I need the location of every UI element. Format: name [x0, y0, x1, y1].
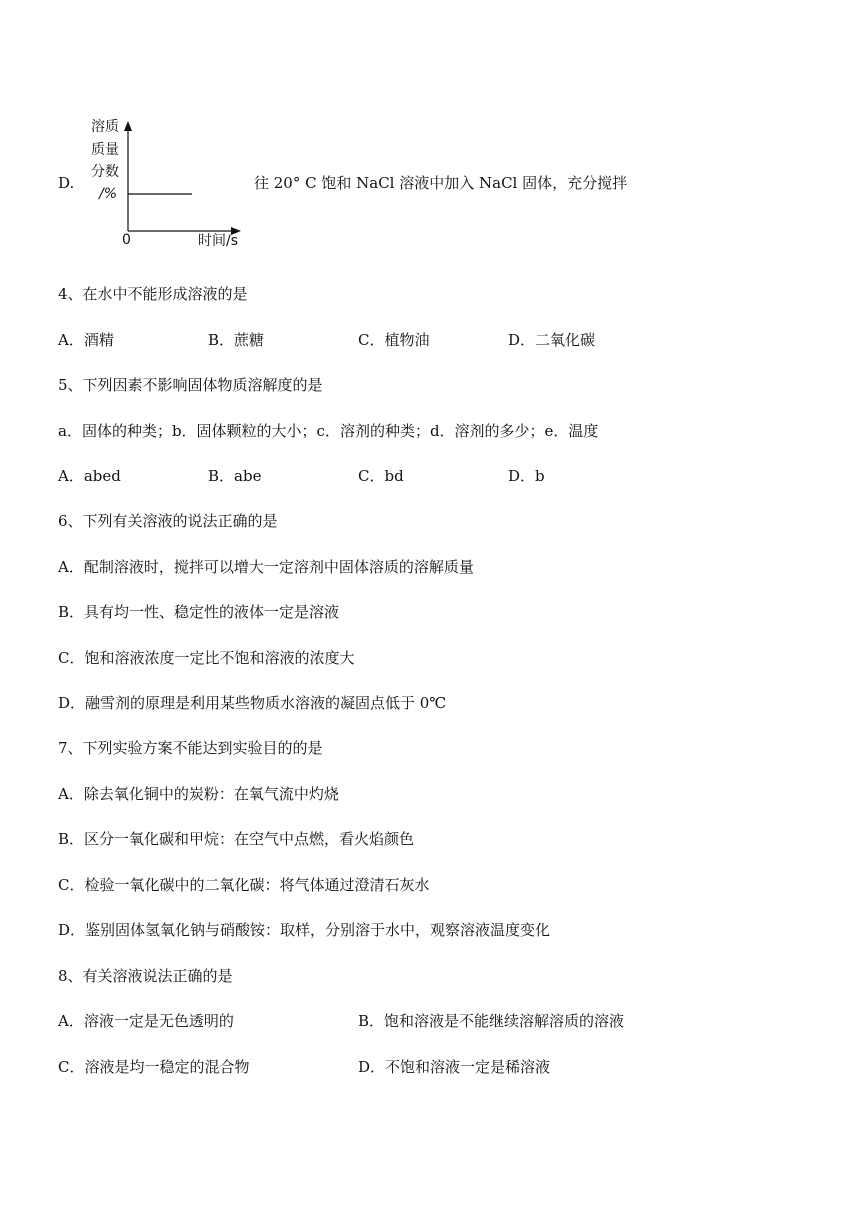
option-a: A．abed — [58, 467, 121, 485]
option-c: C．植物油 — [358, 331, 430, 349]
option-d: D．融雪剂的原理是利用某些物质水溶液的凝固点低于 0℃ — [58, 694, 447, 712]
option-a: A．溶液一定是无色透明的 — [58, 1012, 234, 1030]
option-c: C．饱和溶液浓度一定比不饱和溶液的浓度大 — [58, 649, 355, 667]
option-b: B．abe — [208, 467, 262, 485]
option-letter: D. — [58, 174, 75, 192]
option-b: B．具有均一性、稳定性的液体一定是溶液 — [58, 603, 340, 621]
question-stem: 7、下列实验方案不能达到实验目的的是 — [58, 739, 323, 757]
factor-list: a．固体的种类；b．固体颗粒的大小；c．溶剂的种类；d．溶剂的多少；e．温度 — [58, 422, 599, 440]
option-b: B．饱和溶液是不能继续溶解溶质的溶液 — [358, 1012, 625, 1030]
option-a: A．除去氧化铜中的炭粉：在氧气流中灼烧 — [58, 785, 339, 803]
option-d: D．b — [508, 467, 545, 485]
graph-axes — [0, 0, 860, 260]
option-d: D．不饱和溶液一定是稀溶液 — [358, 1058, 551, 1076]
option-b: B．区分一氧化碳和甲烷：在空气中点燃，看火焰颜色 — [58, 830, 415, 848]
option-a: A．配制溶液时，搅拌可以增大一定溶剂中固体溶质的溶解质量 — [58, 558, 474, 576]
graph-y-label-1: 溶质 — [91, 119, 119, 135]
option-c: C．溶液是均一稳定的混合物 — [58, 1058, 250, 1076]
option-c: C．bd — [358, 467, 404, 485]
graph-y-label-3: 分数 — [91, 164, 119, 180]
option-d: D．鉴别固体氢氧化钠与硝酸铵：取样，分别溶于水中，观察溶液温度变化 — [58, 921, 551, 939]
graph-x-arrow — [231, 227, 241, 235]
option-d: D．二氧化碳 — [508, 331, 596, 349]
graph-y-arrow — [124, 121, 132, 131]
graph-origin-label: 0 — [122, 232, 131, 248]
option-c: C．检验一氧化碳中的二氧化碳：将气体通过澄清石灰水 — [58, 876, 430, 894]
question-stem: 8、有关溶液说法正确的是 — [58, 967, 233, 985]
question-stem: 6、下列有关溶液的说法正确的是 — [58, 512, 278, 530]
graph-y-label-2: 质量 — [91, 142, 119, 158]
graph-y-label-4: /% — [99, 186, 118, 202]
question-stem: 4、在水中不能形成溶液的是 — [58, 285, 248, 303]
graph-x-label: 时间/s — [198, 233, 239, 249]
question-stem: 5、下列因素不影响固体物质溶解度的是 — [58, 376, 323, 394]
option-d-description: 往 20° C 饱和 NaCl 溶液中加入 NaCl 固体，充分搅拌 — [254, 174, 628, 192]
option-b: B．蔗糖 — [208, 331, 265, 349]
option-a: A．酒精 — [58, 331, 114, 349]
